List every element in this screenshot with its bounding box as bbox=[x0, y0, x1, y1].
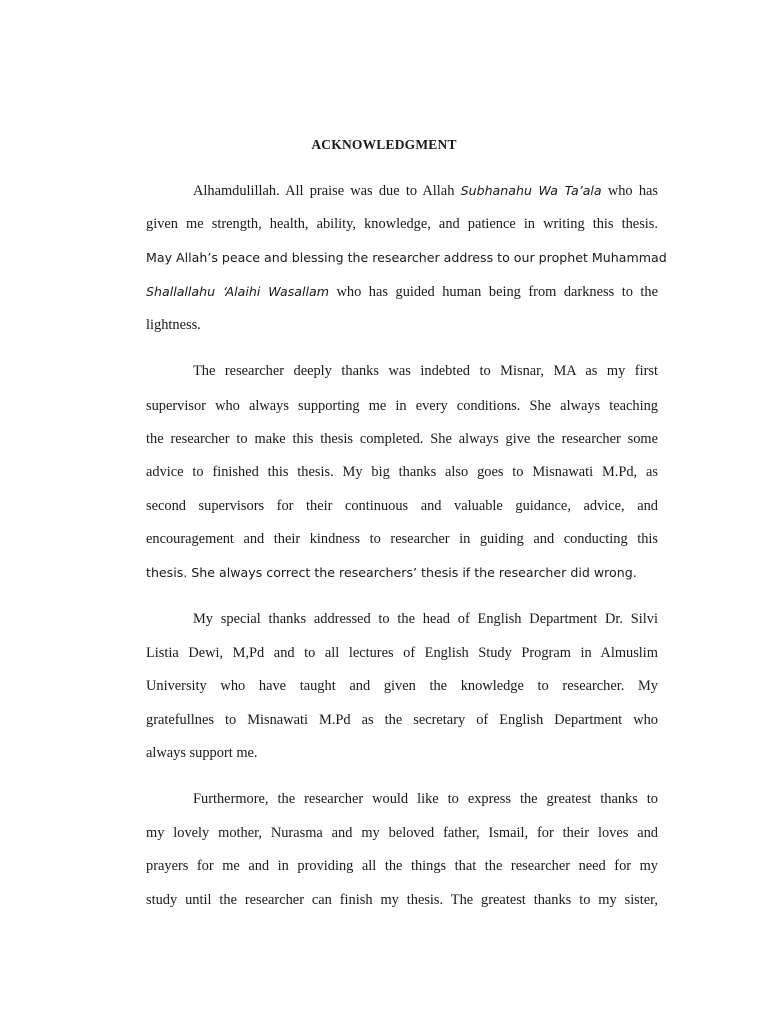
text-run: who has bbox=[601, 183, 658, 199]
paragraph-1-line-3: May Allah’s peace and blessing the researcher address to our prophet Muhammad bbox=[146, 250, 667, 265]
paragraph-2-line-2: supervisor who always supporting me in every conditions. She always teaching bbox=[146, 398, 658, 414]
paragraph-4-line-4: study until the researcher can finish my thesis. The greatest thanks to my sister, bbox=[146, 892, 658, 908]
paragraph-1-line-5: lightness. bbox=[146, 317, 201, 333]
page-title: ACKNOWLEDGMENT bbox=[311, 137, 457, 152]
paragraph-1-line-4 bbox=[146, 282, 658, 302]
paragraph-4-line-2: my lovely mother, Nurasma and my beloved father, Ismail, for their loves and bbox=[146, 825, 658, 841]
paragraph-3-line-5: always support me. bbox=[146, 745, 258, 761]
paragraph-2-line-4: advice to finished this thesis. My big thanks also goes to Misnawati M.Pd, as bbox=[146, 464, 658, 480]
text-run: Alhamdulillah. All praise was due to Allah bbox=[193, 183, 461, 199]
paragraph-1-line-1 bbox=[193, 181, 658, 201]
paragraph-2-line-7: thesis. She always correct the researchers’ thesis if the researcher did wrong. bbox=[146, 565, 637, 580]
paragraph-4-line-3: prayers for me and in providing all the things that the researcher need for my bbox=[146, 858, 658, 874]
paragraph-3-line-1: My special thanks addressed to the head of English Department Dr. Silvi bbox=[193, 611, 658, 627]
paragraph-4-line-1: Furthermore, the researcher would like to express the greatest thanks to bbox=[193, 791, 658, 807]
paragraph-2-line-1: The researcher deeply thanks was indebted to Misnar, MA as my first bbox=[193, 363, 658, 379]
paragraph-2-line-3: the researcher to make this thesis completed. She always give the researcher some bbox=[146, 431, 658, 447]
paragraph-2-line-6: encouragement and their kindness to researcher in guiding and conducting this bbox=[146, 531, 658, 547]
text-run: who has guided human being from darkness to the bbox=[329, 284, 658, 300]
paragraph-2-line-5: second supervisors for their continuous and valuable guidance, advice, and bbox=[146, 498, 658, 514]
paragraph-3-line-3: University who have taught and given the knowledge to researcher. My bbox=[146, 678, 658, 694]
paragraph-3-line-2: Listia Dewi, M,Pd and to all lectures of English Study Program in Almuslim bbox=[146, 645, 658, 661]
paragraph-3-line-4: gratefullnes to Misnawati M.Pd as the secretary of English Department who bbox=[146, 712, 658, 728]
italic-phrase: Subhanahu Wa Ta’ala bbox=[460, 183, 602, 198]
italic-phrase: Shallallahu ‘Alaihi Wasallam bbox=[146, 284, 329, 299]
paragraph-1-line-2: given me strength, health, ability, knowledge, and patience in writing this thesis. bbox=[146, 216, 658, 232]
